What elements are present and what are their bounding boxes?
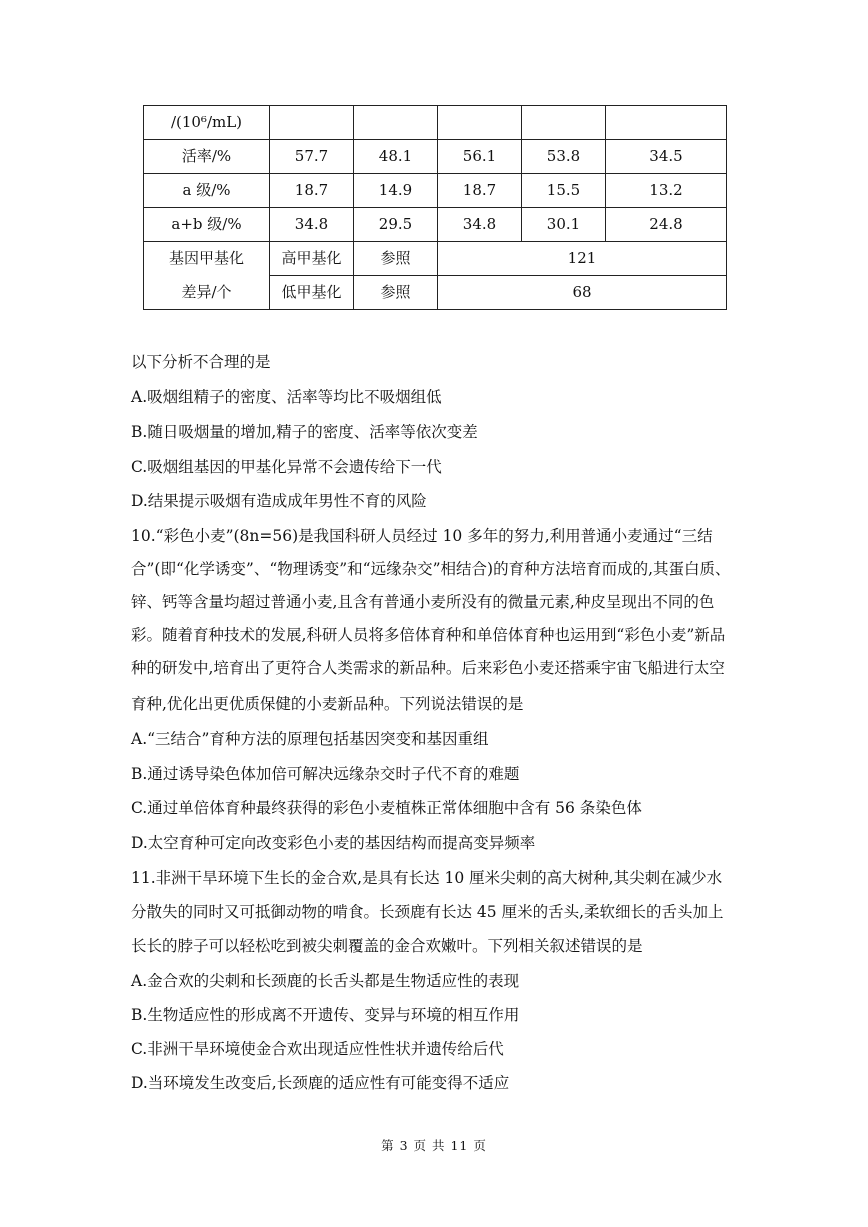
- table-row: [144, 106, 727, 140]
- question-10-line: 锌、钙等含量均超过普通小麦,且含有普通小麦所没有的微量元素,种皮呈现出不同的色: [131, 593, 715, 611]
- question-11-line: 分散失的同时又可抵御动物的啃食。长颈鹿有长达 45 厘米的舌头,柔软细长的舌头加上: [131, 903, 724, 921]
- table-cell: [354, 106, 438, 140]
- table-cell: 参照: [354, 242, 438, 276]
- option-c: C.非洲干旱环境使金合欢出现适应性性状并遗传给后代: [131, 1040, 504, 1058]
- row-label: 活率/%: [144, 140, 270, 174]
- question-10-line: 育种,优化出更优质保健的小麦新品种。下列说法错误的是: [131, 695, 524, 713]
- table-cell: 68: [438, 276, 727, 310]
- row-label: /(10⁶/mL): [144, 106, 270, 140]
- option-c: C.通过单倍体育种最终获得的彩色小麦植株正常体细胞中含有 56 条染色体: [131, 799, 642, 817]
- table-cell: 低甲基化: [270, 276, 354, 310]
- question-10-line: 种的研发中,培育出了更符合人类需求的新品种。后来彩色小麦还搭乘宇宙飞船进行太空: [131, 659, 725, 677]
- table-row: [144, 242, 727, 276]
- table-cell: 48.1: [354, 140, 438, 174]
- table-cell: 18.7: [438, 174, 522, 208]
- table-cell: [270, 106, 354, 140]
- table-cell: 14.9: [354, 174, 438, 208]
- table-cell: [606, 106, 727, 140]
- option-d: D.结果提示吸烟有造成成年男性不育的风险: [131, 492, 427, 510]
- option-b: B.生物适应性的形成离不开遗传、变异与环境的相互作用: [131, 1006, 520, 1024]
- option-a: A.金合欢的尖刺和长颈鹿的长舌头都是生物适应性的表现: [131, 972, 520, 990]
- question-10-line: 10.“彩色小麦”(8n=56)是我国科研人员经过 10 多年的努力,利用普通小麦通过“三结: [131, 527, 713, 545]
- table-cell: 29.5: [354, 208, 438, 242]
- table-cell: 参照: [354, 276, 438, 310]
- option-d: D.当环境发生改变后,长颈鹿的适应性有可能变得不适应: [131, 1074, 510, 1092]
- row-label: 基因甲基化: [144, 242, 270, 276]
- table-cell: 24.8: [606, 208, 727, 242]
- table-cell: [522, 106, 606, 140]
- table-cell: 34.8: [438, 208, 522, 242]
- table-cell: 34.8: [270, 208, 354, 242]
- question-10-line: 彩。随着育种技术的发展,科研人员将多倍体育种和单倍体育种也运用到“彩色小麦”新品: [131, 626, 726, 644]
- table-cell: 30.1: [522, 208, 606, 242]
- table-cell: [438, 106, 522, 140]
- question-11-line: 11.非洲干旱环境下生长的金合欢,是具有长达 10 厘米尖刺的高大树种,其尖刺在减少水: [131, 869, 723, 887]
- table-cell: 15.5: [522, 174, 606, 208]
- table-cell: 34.5: [606, 140, 727, 174]
- option-b: B.随日吸烟量的增加,精子的密度、活率等依次变差: [131, 423, 478, 441]
- table-cell: 13.2: [606, 174, 727, 208]
- option-b: B.通过诱导染色体加倍可解决远缘杂交时子代不育的难题: [131, 765, 520, 783]
- table-row: [144, 174, 727, 208]
- option-a: A.吸烟组精子的密度、活率等均比不吸烟组低: [131, 388, 442, 406]
- page-footer: 第 3 页 共 11 页: [381, 1138, 487, 1153]
- data-table: [143, 105, 727, 310]
- table-cell: 高甲基化: [270, 242, 354, 276]
- table-cell: 53.8: [522, 140, 606, 174]
- table-cell: 56.1: [438, 140, 522, 174]
- table-cell: 18.7: [270, 174, 354, 208]
- option-a: A.“三结合”育种方法的原理包括基因突变和基因重组: [131, 730, 489, 748]
- row-label: a 级/%: [144, 174, 270, 208]
- question-10-line: 合”(即“化学诱变”、“物理诱变”和“远缘杂交”相结合)的育种方法培育而成的,其蛋白质、: [131, 560, 731, 578]
- table-cell: 121: [438, 242, 727, 276]
- table-row: [144, 140, 727, 174]
- question-11-line: 长长的脖子可以轻松吃到被尖刺覆盖的金合欢嫩叶。下列相关叙述错误的是: [131, 937, 643, 955]
- table-row: [144, 276, 727, 310]
- option-c: C.吸烟组基因的甲基化异常不会遗传给下一代: [131, 458, 442, 476]
- row-label: a+b 级/%: [144, 208, 270, 242]
- table-row: [144, 208, 727, 242]
- question-9-stem: 以下分析不合理的是: [131, 353, 271, 371]
- table-cell: 57.7: [270, 140, 354, 174]
- row-label: 差异/个: [144, 276, 270, 310]
- option-d: D.太空育种可定向改变彩色小麦的基因结构而提高变异频率: [131, 834, 536, 852]
